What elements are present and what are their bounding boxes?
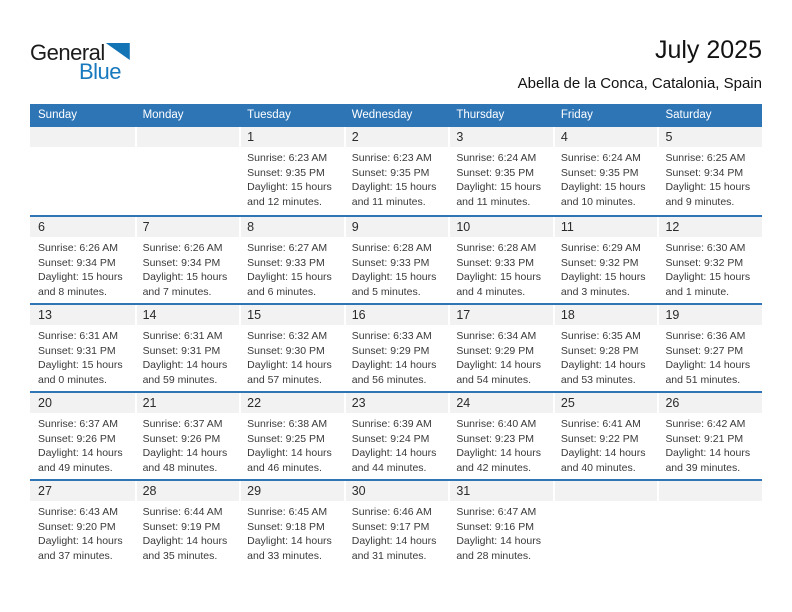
sunset-text: Sunset: 9:35 PM xyxy=(351,166,430,179)
day-cell-26 xyxy=(657,393,762,479)
day-number: 3 xyxy=(448,127,553,147)
sunset-text: Sunset: 9:25 PM xyxy=(247,432,325,445)
day-cell-12 xyxy=(657,217,762,303)
sunset-text: Sunset: 9:20 PM xyxy=(38,520,116,533)
day-details xyxy=(448,413,553,475)
day-details xyxy=(553,325,658,387)
daylight-text: Daylight: 14 hours and 49 minutes. xyxy=(38,447,123,474)
day-number xyxy=(657,481,762,501)
sunset-text: Sunset: 9:27 PM xyxy=(665,344,744,357)
day-cell-19 xyxy=(657,305,762,391)
day-details xyxy=(657,325,762,387)
day-details xyxy=(239,413,344,475)
sunrise-text: Sunrise: 6:43 AM xyxy=(38,506,118,518)
day-cell-11 xyxy=(553,217,658,303)
daylight-text: Daylight: 14 hours and 59 minutes. xyxy=(142,359,228,386)
day-cell-22 xyxy=(239,393,344,479)
day-number: 19 xyxy=(657,305,762,325)
sunrise-text: Sunrise: 6:29 AM xyxy=(560,242,641,254)
day-details xyxy=(30,325,135,387)
weekday-header-cell-friday: Friday xyxy=(560,109,593,121)
day-details xyxy=(553,237,658,299)
day-details xyxy=(30,501,135,563)
day-number: 9 xyxy=(344,217,449,237)
day-cell-21 xyxy=(135,393,240,479)
daylight-text: Daylight: 15 hours and 9 minutes. xyxy=(665,181,751,208)
day-details xyxy=(448,501,553,563)
weekday-header-cell-thursday: Thursday xyxy=(456,109,505,121)
daylight-text: Daylight: 14 hours and 54 minutes. xyxy=(456,359,541,386)
day-cell-30 xyxy=(344,481,449,567)
logo-blue-text: Blue xyxy=(79,59,122,84)
weekday-header-cell-sunday: Sunday xyxy=(38,109,78,121)
day-number: 29 xyxy=(239,481,344,501)
day-number: 30 xyxy=(344,481,449,501)
sunrise-text: Sunrise: 6:44 AM xyxy=(142,506,223,518)
day-number: 23 xyxy=(344,393,449,413)
day-cell-8 xyxy=(239,217,344,303)
daylight-text: Daylight: 15 hours and 4 minutes. xyxy=(456,271,541,298)
sunrise-text: Sunrise: 6:36 AM xyxy=(665,330,746,342)
day-number: 22 xyxy=(239,393,344,413)
day-details xyxy=(448,325,553,387)
week-row xyxy=(30,127,762,215)
day-cell-24 xyxy=(448,393,553,479)
day-number xyxy=(135,127,240,147)
sunset-text: Sunset: 9:34 PM xyxy=(665,166,744,179)
sunrise-text: Sunrise: 6:23 AM xyxy=(351,152,432,164)
sunrise-text: Sunrise: 6:47 AM xyxy=(456,506,537,518)
sunrise-text: Sunrise: 6:24 AM xyxy=(560,152,641,164)
sunset-text: Sunset: 9:16 PM xyxy=(456,520,534,533)
day-details xyxy=(448,237,553,299)
day-number: 21 xyxy=(135,393,240,413)
day-cell-5 xyxy=(657,127,762,215)
day-details xyxy=(344,501,449,563)
sunset-text: Sunset: 9:24 PM xyxy=(351,432,430,445)
week-row xyxy=(30,215,762,303)
day-details xyxy=(30,237,135,299)
day-cell-25 xyxy=(553,393,658,479)
day-cell-13 xyxy=(30,305,135,391)
weekday-header-cell-monday: Monday xyxy=(142,109,184,121)
day-cell-7 xyxy=(135,217,240,303)
sunrise-text: Sunrise: 6:28 AM xyxy=(456,242,537,254)
sunset-text: Sunset: 9:33 PM xyxy=(351,256,430,269)
day-details xyxy=(553,147,658,209)
page-subtitle: Abella de la Conca, Catalonia, Spain xyxy=(517,75,762,92)
sunrise-text: Sunrise: 6:25 AM xyxy=(665,152,746,164)
day-details xyxy=(657,413,762,475)
day-cell-1 xyxy=(239,127,344,215)
day-details xyxy=(239,237,344,299)
sunset-text: Sunset: 9:21 PM xyxy=(665,432,744,445)
day-details xyxy=(135,501,240,563)
sunrise-text: Sunrise: 6:27 AM xyxy=(247,242,328,254)
sunset-text: Sunset: 9:33 PM xyxy=(456,256,534,269)
day-cell-18 xyxy=(553,305,658,391)
day-number: 31 xyxy=(448,481,553,501)
sunrise-text: Sunrise: 6:37 AM xyxy=(142,418,223,430)
daylight-text: Daylight: 14 hours and 28 minutes. xyxy=(456,535,541,562)
day-details xyxy=(344,413,449,475)
day-number: 10 xyxy=(448,217,553,237)
daylight-text: Daylight: 15 hours and 0 minutes. xyxy=(38,359,123,386)
day-cell-6 xyxy=(30,217,135,303)
daylight-text: Daylight: 15 hours and 11 minutes. xyxy=(351,181,437,208)
week-row xyxy=(30,479,762,567)
day-number: 1 xyxy=(239,127,344,147)
day-cell-31 xyxy=(448,481,553,567)
sunrise-text: Sunrise: 6:26 AM xyxy=(38,242,118,254)
day-number: 11 xyxy=(553,217,658,237)
daylight-text: Daylight: 14 hours and 35 minutes. xyxy=(142,535,228,562)
daylight-text: Daylight: 14 hours and 37 minutes. xyxy=(38,535,123,562)
page-title: July 2025 xyxy=(654,36,762,64)
day-cell-17 xyxy=(448,305,553,391)
sunrise-text: Sunrise: 6:37 AM xyxy=(38,418,118,430)
day-details xyxy=(239,325,344,387)
day-cell-20 xyxy=(30,393,135,479)
sunset-text: Sunset: 9:19 PM xyxy=(142,520,221,533)
day-number: 6 xyxy=(30,217,135,237)
sunrise-text: Sunrise: 6:46 AM xyxy=(351,506,432,518)
daylight-text: Daylight: 14 hours and 44 minutes. xyxy=(351,447,437,474)
day-details xyxy=(135,325,240,387)
day-number: 25 xyxy=(553,393,658,413)
day-number: 4 xyxy=(553,127,658,147)
sunrise-text: Sunrise: 6:32 AM xyxy=(247,330,328,342)
sunset-text: Sunset: 9:35 PM xyxy=(247,166,325,179)
sunrise-text: Sunrise: 6:30 AM xyxy=(665,242,746,254)
day-cell-28 xyxy=(135,481,240,567)
sunrise-text: Sunrise: 6:23 AM xyxy=(247,152,328,164)
day-cell-27 xyxy=(30,481,135,567)
sunrise-text: Sunrise: 6:41 AM xyxy=(560,418,641,430)
daylight-text: Daylight: 14 hours and 39 minutes. xyxy=(665,447,751,474)
daylight-text: Daylight: 14 hours and 33 minutes. xyxy=(247,535,332,562)
sunset-text: Sunset: 9:30 PM xyxy=(247,344,325,357)
sunrise-text: Sunrise: 6:34 AM xyxy=(456,330,537,342)
sunset-text: Sunset: 9:17 PM xyxy=(351,520,430,533)
day-details xyxy=(135,413,240,475)
day-details xyxy=(30,413,135,475)
day-cell-9 xyxy=(344,217,449,303)
day-number: 20 xyxy=(30,393,135,413)
sunset-text: Sunset: 9:31 PM xyxy=(38,344,116,357)
day-number: 26 xyxy=(657,393,762,413)
daylight-text: Daylight: 15 hours and 10 minutes. xyxy=(560,181,646,208)
day-number: 5 xyxy=(657,127,762,147)
day-details xyxy=(344,237,449,299)
brand-logo xyxy=(30,42,130,83)
day-details xyxy=(239,501,344,563)
sunrise-text: Sunrise: 6:38 AM xyxy=(247,418,328,430)
sunset-text: Sunset: 9:26 PM xyxy=(142,432,221,445)
day-number: 28 xyxy=(135,481,240,501)
day-cell-3 xyxy=(448,127,553,215)
day-details xyxy=(657,237,762,299)
day-cell-15 xyxy=(239,305,344,391)
day-cell-empty xyxy=(657,481,762,567)
sunrise-text: Sunrise: 6:31 AM xyxy=(142,330,223,342)
daylight-text: Daylight: 14 hours and 31 minutes. xyxy=(351,535,437,562)
day-details xyxy=(239,147,344,209)
day-details xyxy=(448,147,553,209)
sunset-text: Sunset: 9:23 PM xyxy=(456,432,534,445)
day-cell-empty xyxy=(135,127,240,215)
daylight-text: Daylight: 15 hours and 1 minute. xyxy=(665,271,751,298)
daylight-text: Daylight: 14 hours and 42 minutes. xyxy=(456,447,541,474)
sunset-text: Sunset: 9:29 PM xyxy=(456,344,534,357)
sunrise-text: Sunrise: 6:35 AM xyxy=(560,330,641,342)
sunrise-text: Sunrise: 6:28 AM xyxy=(351,242,432,254)
day-number xyxy=(30,127,135,147)
logo-general-text: General xyxy=(30,40,105,65)
day-details xyxy=(135,237,240,299)
day-number: 16 xyxy=(344,305,449,325)
day-number xyxy=(553,481,658,501)
weekday-header-cell-tuesday: Tuesday xyxy=(247,109,291,121)
day-details xyxy=(344,147,449,209)
daylight-text: Daylight: 14 hours and 48 minutes. xyxy=(142,447,228,474)
day-number: 8 xyxy=(239,217,344,237)
sunrise-text: Sunrise: 6:26 AM xyxy=(142,242,223,254)
sunset-text: Sunset: 9:31 PM xyxy=(142,344,221,357)
day-cell-10 xyxy=(448,217,553,303)
day-number: 18 xyxy=(553,305,658,325)
calendar-grid xyxy=(30,127,762,567)
sunset-text: Sunset: 9:26 PM xyxy=(38,432,116,445)
sunset-text: Sunset: 9:35 PM xyxy=(456,166,534,179)
day-cell-16 xyxy=(344,305,449,391)
sunset-text: Sunset: 9:28 PM xyxy=(560,344,639,357)
day-number: 15 xyxy=(239,305,344,325)
day-number: 2 xyxy=(344,127,449,147)
sunrise-text: Sunrise: 6:24 AM xyxy=(456,152,537,164)
daylight-text: Daylight: 15 hours and 3 minutes. xyxy=(560,271,646,298)
day-number: 12 xyxy=(657,217,762,237)
sunset-text: Sunset: 9:34 PM xyxy=(142,256,221,269)
sunrise-text: Sunrise: 6:33 AM xyxy=(351,330,432,342)
daylight-text: Daylight: 14 hours and 40 minutes. xyxy=(560,447,646,474)
sunset-text: Sunset: 9:35 PM xyxy=(560,166,639,179)
sunset-text: Sunset: 9:34 PM xyxy=(38,256,116,269)
daylight-text: Daylight: 15 hours and 6 minutes. xyxy=(247,271,332,298)
day-number: 13 xyxy=(30,305,135,325)
sunrise-text: Sunrise: 6:45 AM xyxy=(247,506,328,518)
day-details xyxy=(553,413,658,475)
daylight-text: Daylight: 14 hours and 46 minutes. xyxy=(247,447,332,474)
sunrise-text: Sunrise: 6:42 AM xyxy=(665,418,746,430)
sunrise-text: Sunrise: 6:40 AM xyxy=(456,418,537,430)
weekday-header-cell-wednesday: Wednesday xyxy=(351,109,413,121)
day-cell-2 xyxy=(344,127,449,215)
day-cell-empty xyxy=(30,127,135,215)
sunset-text: Sunset: 9:32 PM xyxy=(560,256,639,269)
day-number: 7 xyxy=(135,217,240,237)
daylight-text: Daylight: 15 hours and 5 minutes. xyxy=(351,271,437,298)
sunset-text: Sunset: 9:33 PM xyxy=(247,256,325,269)
weekday-header xyxy=(30,104,762,127)
calendar-table xyxy=(30,104,762,567)
day-number: 17 xyxy=(448,305,553,325)
day-number: 27 xyxy=(30,481,135,501)
sunset-text: Sunset: 9:32 PM xyxy=(665,256,744,269)
daylight-text: Daylight: 14 hours and 56 minutes. xyxy=(351,359,437,386)
day-cell-29 xyxy=(239,481,344,567)
day-details xyxy=(657,147,762,209)
day-cell-23 xyxy=(344,393,449,479)
day-cell-empty xyxy=(553,481,658,567)
sunset-text: Sunset: 9:29 PM xyxy=(351,344,430,357)
day-cell-14 xyxy=(135,305,240,391)
day-cell-4 xyxy=(553,127,658,215)
sunset-text: Sunset: 9:18 PM xyxy=(247,520,325,533)
sunset-text: Sunset: 9:22 PM xyxy=(560,432,639,445)
daylight-text: Daylight: 15 hours and 11 minutes. xyxy=(456,181,541,208)
day-details xyxy=(344,325,449,387)
day-number: 24 xyxy=(448,393,553,413)
week-row xyxy=(30,303,762,391)
daylight-text: Daylight: 14 hours and 57 minutes. xyxy=(247,359,332,386)
weekday-header-cell-saturday: Saturday xyxy=(665,109,712,121)
daylight-text: Daylight: 15 hours and 7 minutes. xyxy=(142,271,228,298)
daylight-text: Daylight: 14 hours and 53 minutes. xyxy=(560,359,646,386)
daylight-text: Daylight: 15 hours and 8 minutes. xyxy=(38,271,123,298)
day-number: 14 xyxy=(135,305,240,325)
logo-triangle-icon xyxy=(106,43,130,60)
daylight-text: Daylight: 15 hours and 12 minutes. xyxy=(247,181,332,208)
sunrise-text: Sunrise: 6:31 AM xyxy=(38,330,118,342)
week-row xyxy=(30,391,762,479)
sunrise-text: Sunrise: 6:39 AM xyxy=(351,418,432,430)
daylight-text: Daylight: 14 hours and 51 minutes. xyxy=(665,359,751,386)
